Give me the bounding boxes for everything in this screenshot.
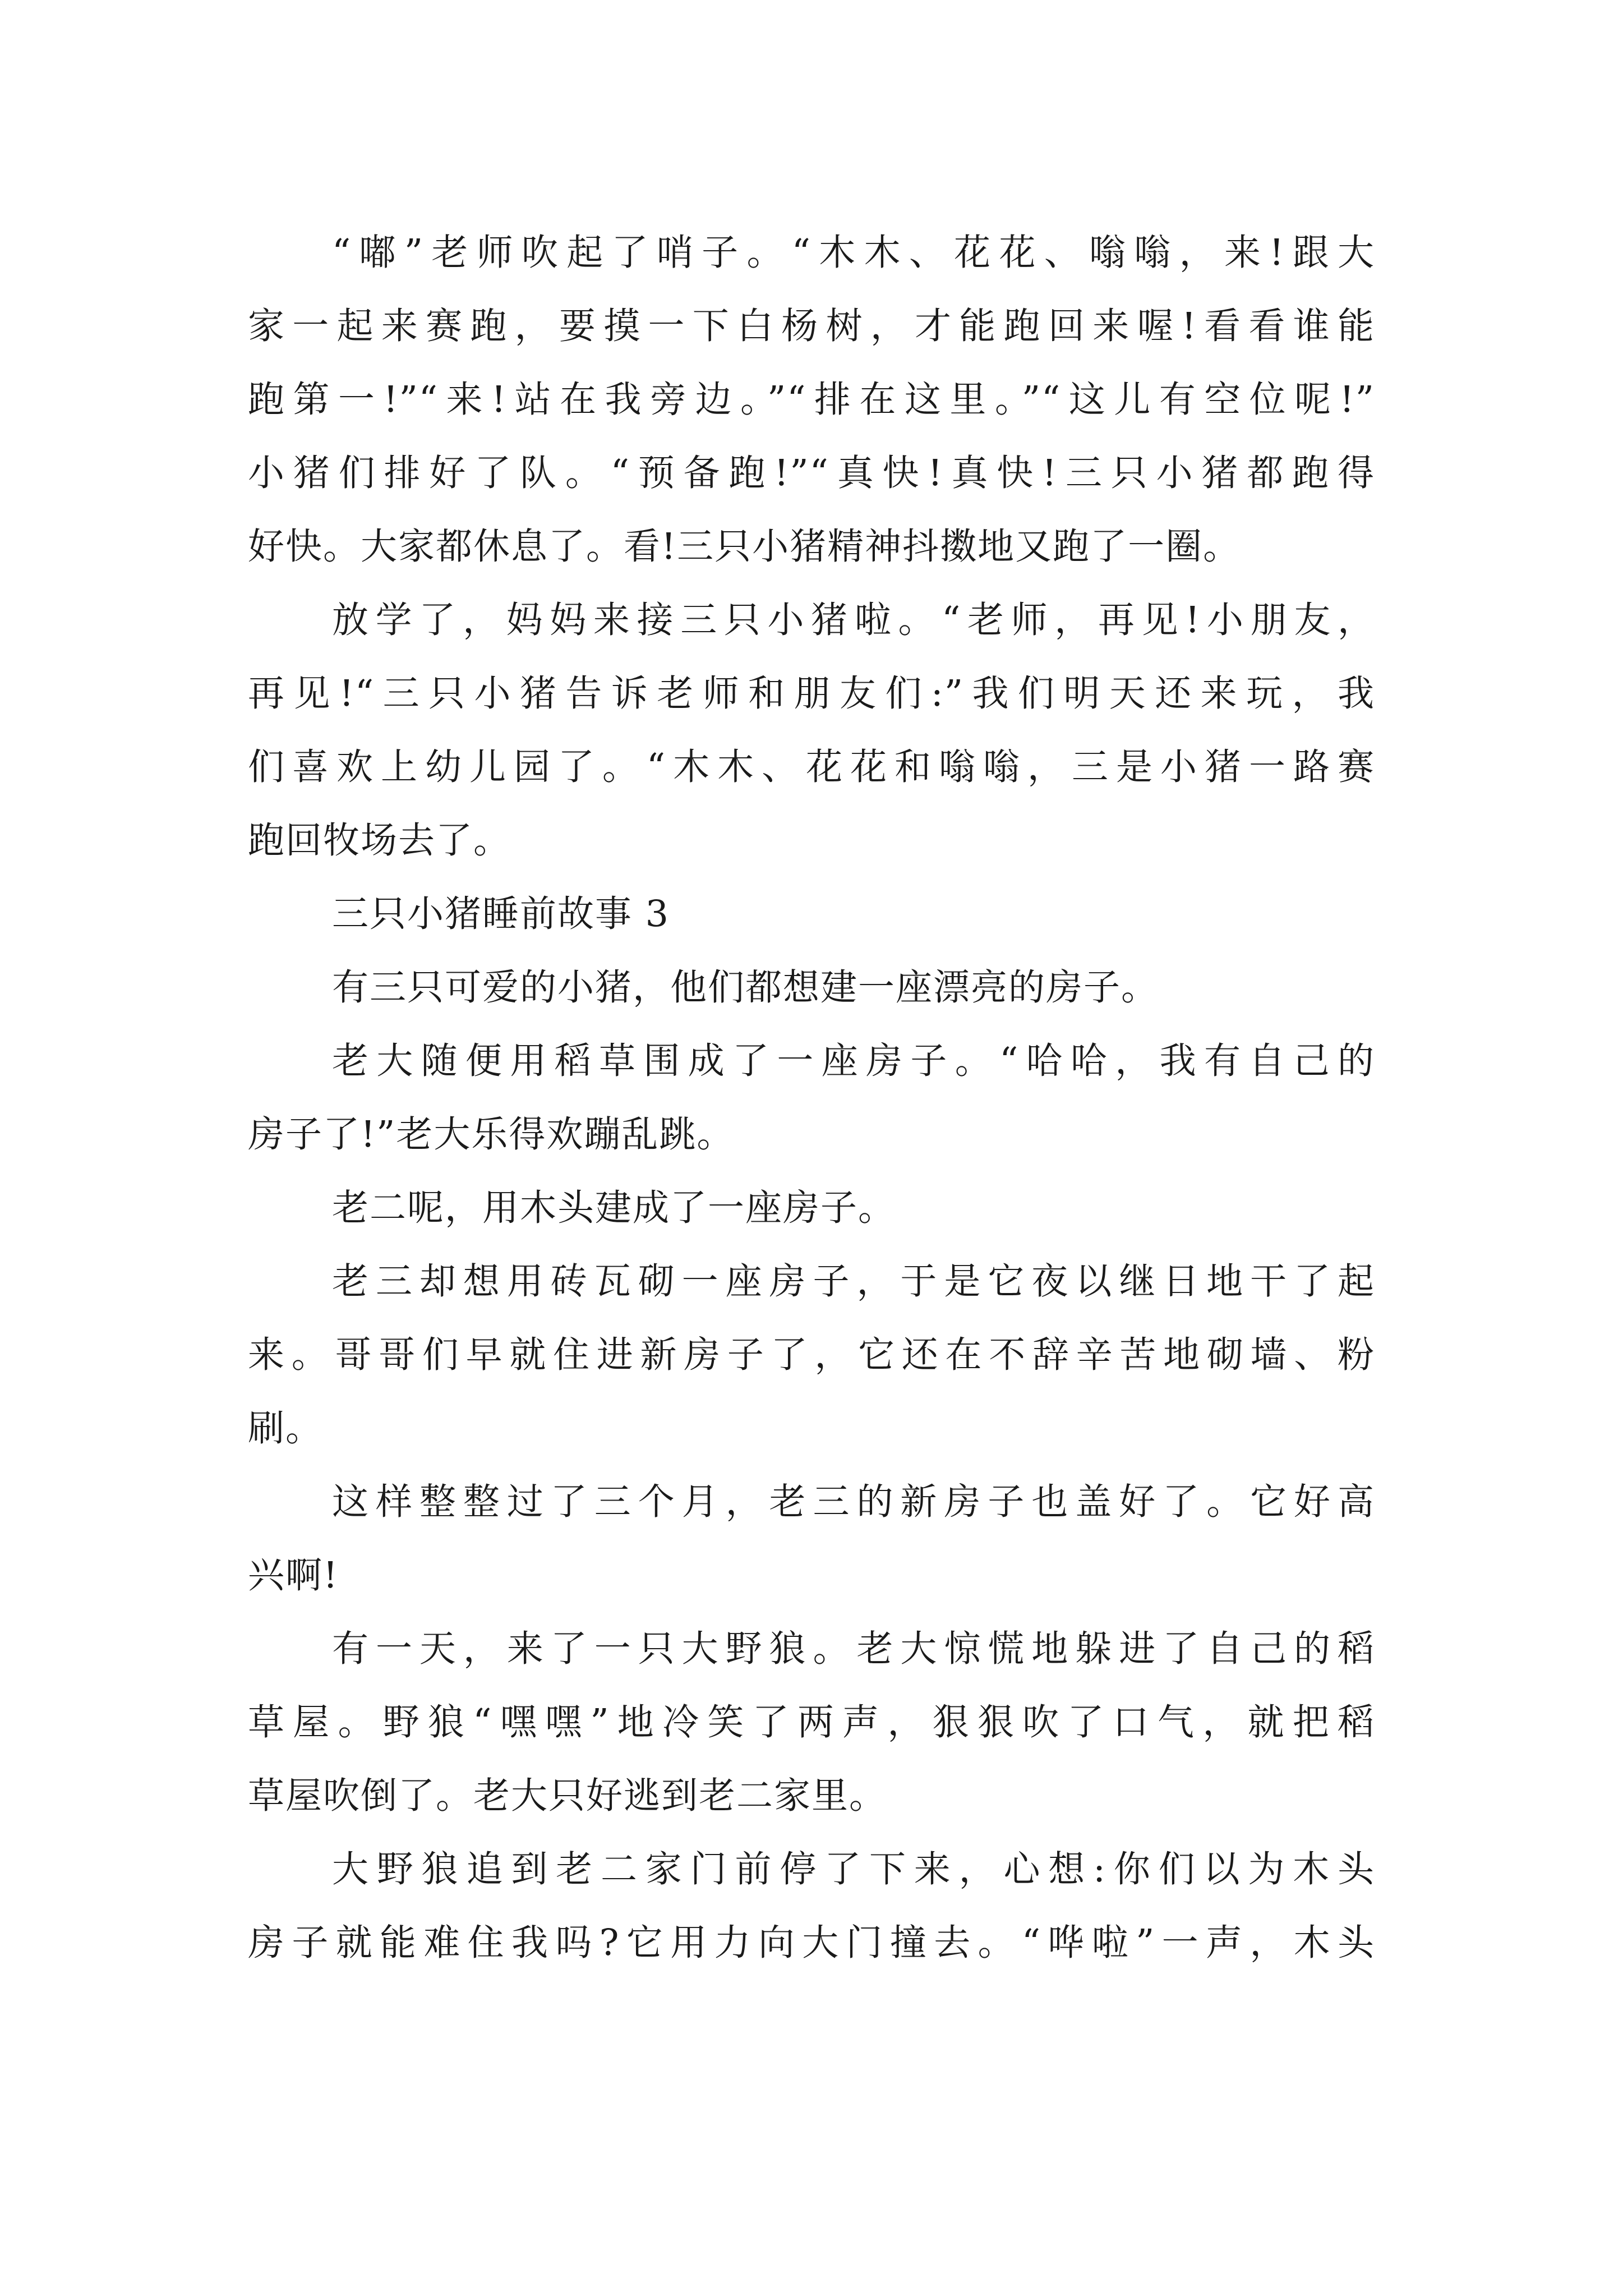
text-line: 老三却想用砖瓦砌一座房子，于是它夜以继日地干了起 — [332, 1260, 1375, 1303]
text-line: 放学了，妈妈来接三只小猪啦。“老师，再见!小朋友， — [332, 599, 1375, 641]
text-line: 房子就能难住我吗?它用力向大门撞去。“哗啦”一声，木头 — [248, 1922, 1375, 1964]
text-line: 们喜欢上幼儿园了。“木木、花花和嗡嗡，三是小猪一路赛 — [248, 746, 1375, 788]
text-line: 草屋吹倒了。老大只好逃到老二家里。 — [248, 1775, 887, 1817]
text-line: 家一起来赛跑，要摸一下白杨树，才能跑回来喔!看看谁能 — [248, 305, 1375, 347]
document-body — [248, 216, 1375, 1980]
text-line: 刷。 — [248, 1407, 324, 1450]
section-heading — [248, 877, 1375, 951]
paragraph — [248, 216, 1375, 583]
text-line: 有三只可爱的小猪，他们都想建一座漂亮的房子。 — [332, 967, 1159, 1009]
paragraph — [248, 1612, 1375, 1833]
text-line: 小猪们排好了队。“预备跑!”“真快!真快!三只小猪都跑得 — [248, 452, 1375, 494]
text-line: 老二呢，用木头建成了一座房子。 — [332, 1187, 896, 1229]
text-line: 兴啊! — [248, 1554, 339, 1596]
text-line: 草屋。野狼“嘿嘿”地冷笑了两声，狠狠吹了口气，就把稻 — [248, 1701, 1375, 1743]
text-line: 有一天，来了一只大野狼。老大惊慌地躲进了自己的稻 — [332, 1628, 1375, 1670]
paragraph — [248, 1024, 1375, 1171]
text-line: 再见!“三只小猪告诉老师和朋友们:”我们明天还来玩，我 — [248, 673, 1375, 715]
paragraph — [248, 1833, 1375, 1980]
paragraph — [248, 583, 1375, 877]
text-line: 这样整整过了三个月，老三的新房子也盖好了。它好高 — [332, 1481, 1375, 1523]
text-line: 大野狼追到老二家门前停了下来，心想:你们以为木头 — [332, 1848, 1375, 1890]
text-line: 好快。大家都休息了。看!三只小猪精神抖擞地又跑了一圈。 — [248, 526, 1241, 568]
paragraph — [248, 1171, 1375, 1245]
heading-line: 三只小猪睡前故事 3 — [332, 893, 670, 935]
text-line: 老大随便用稻草围成了一座房子。“哈哈，我有自己的 — [332, 1040, 1375, 1082]
paragraph — [248, 1245, 1375, 1465]
paragraph — [248, 1465, 1375, 1612]
text-line: “嘟”老师吹起了哨子。“木木、花花、嗡嗡，来!跟大 — [332, 232, 1375, 274]
text-line: 来。哥哥们早就住进新房子了，它还在不辞辛苦地砌墙、粉 — [248, 1334, 1375, 1376]
paragraph — [248, 951, 1375, 1024]
text-line: 跑第一!”“来!站在我旁边。”“排在这里。”“这儿有空位呢!” — [248, 379, 1375, 421]
text-line: 房子了!”老大乐得欢蹦乱跳。 — [248, 1114, 735, 1156]
text-line: 跑回牧场去了。 — [248, 820, 511, 862]
